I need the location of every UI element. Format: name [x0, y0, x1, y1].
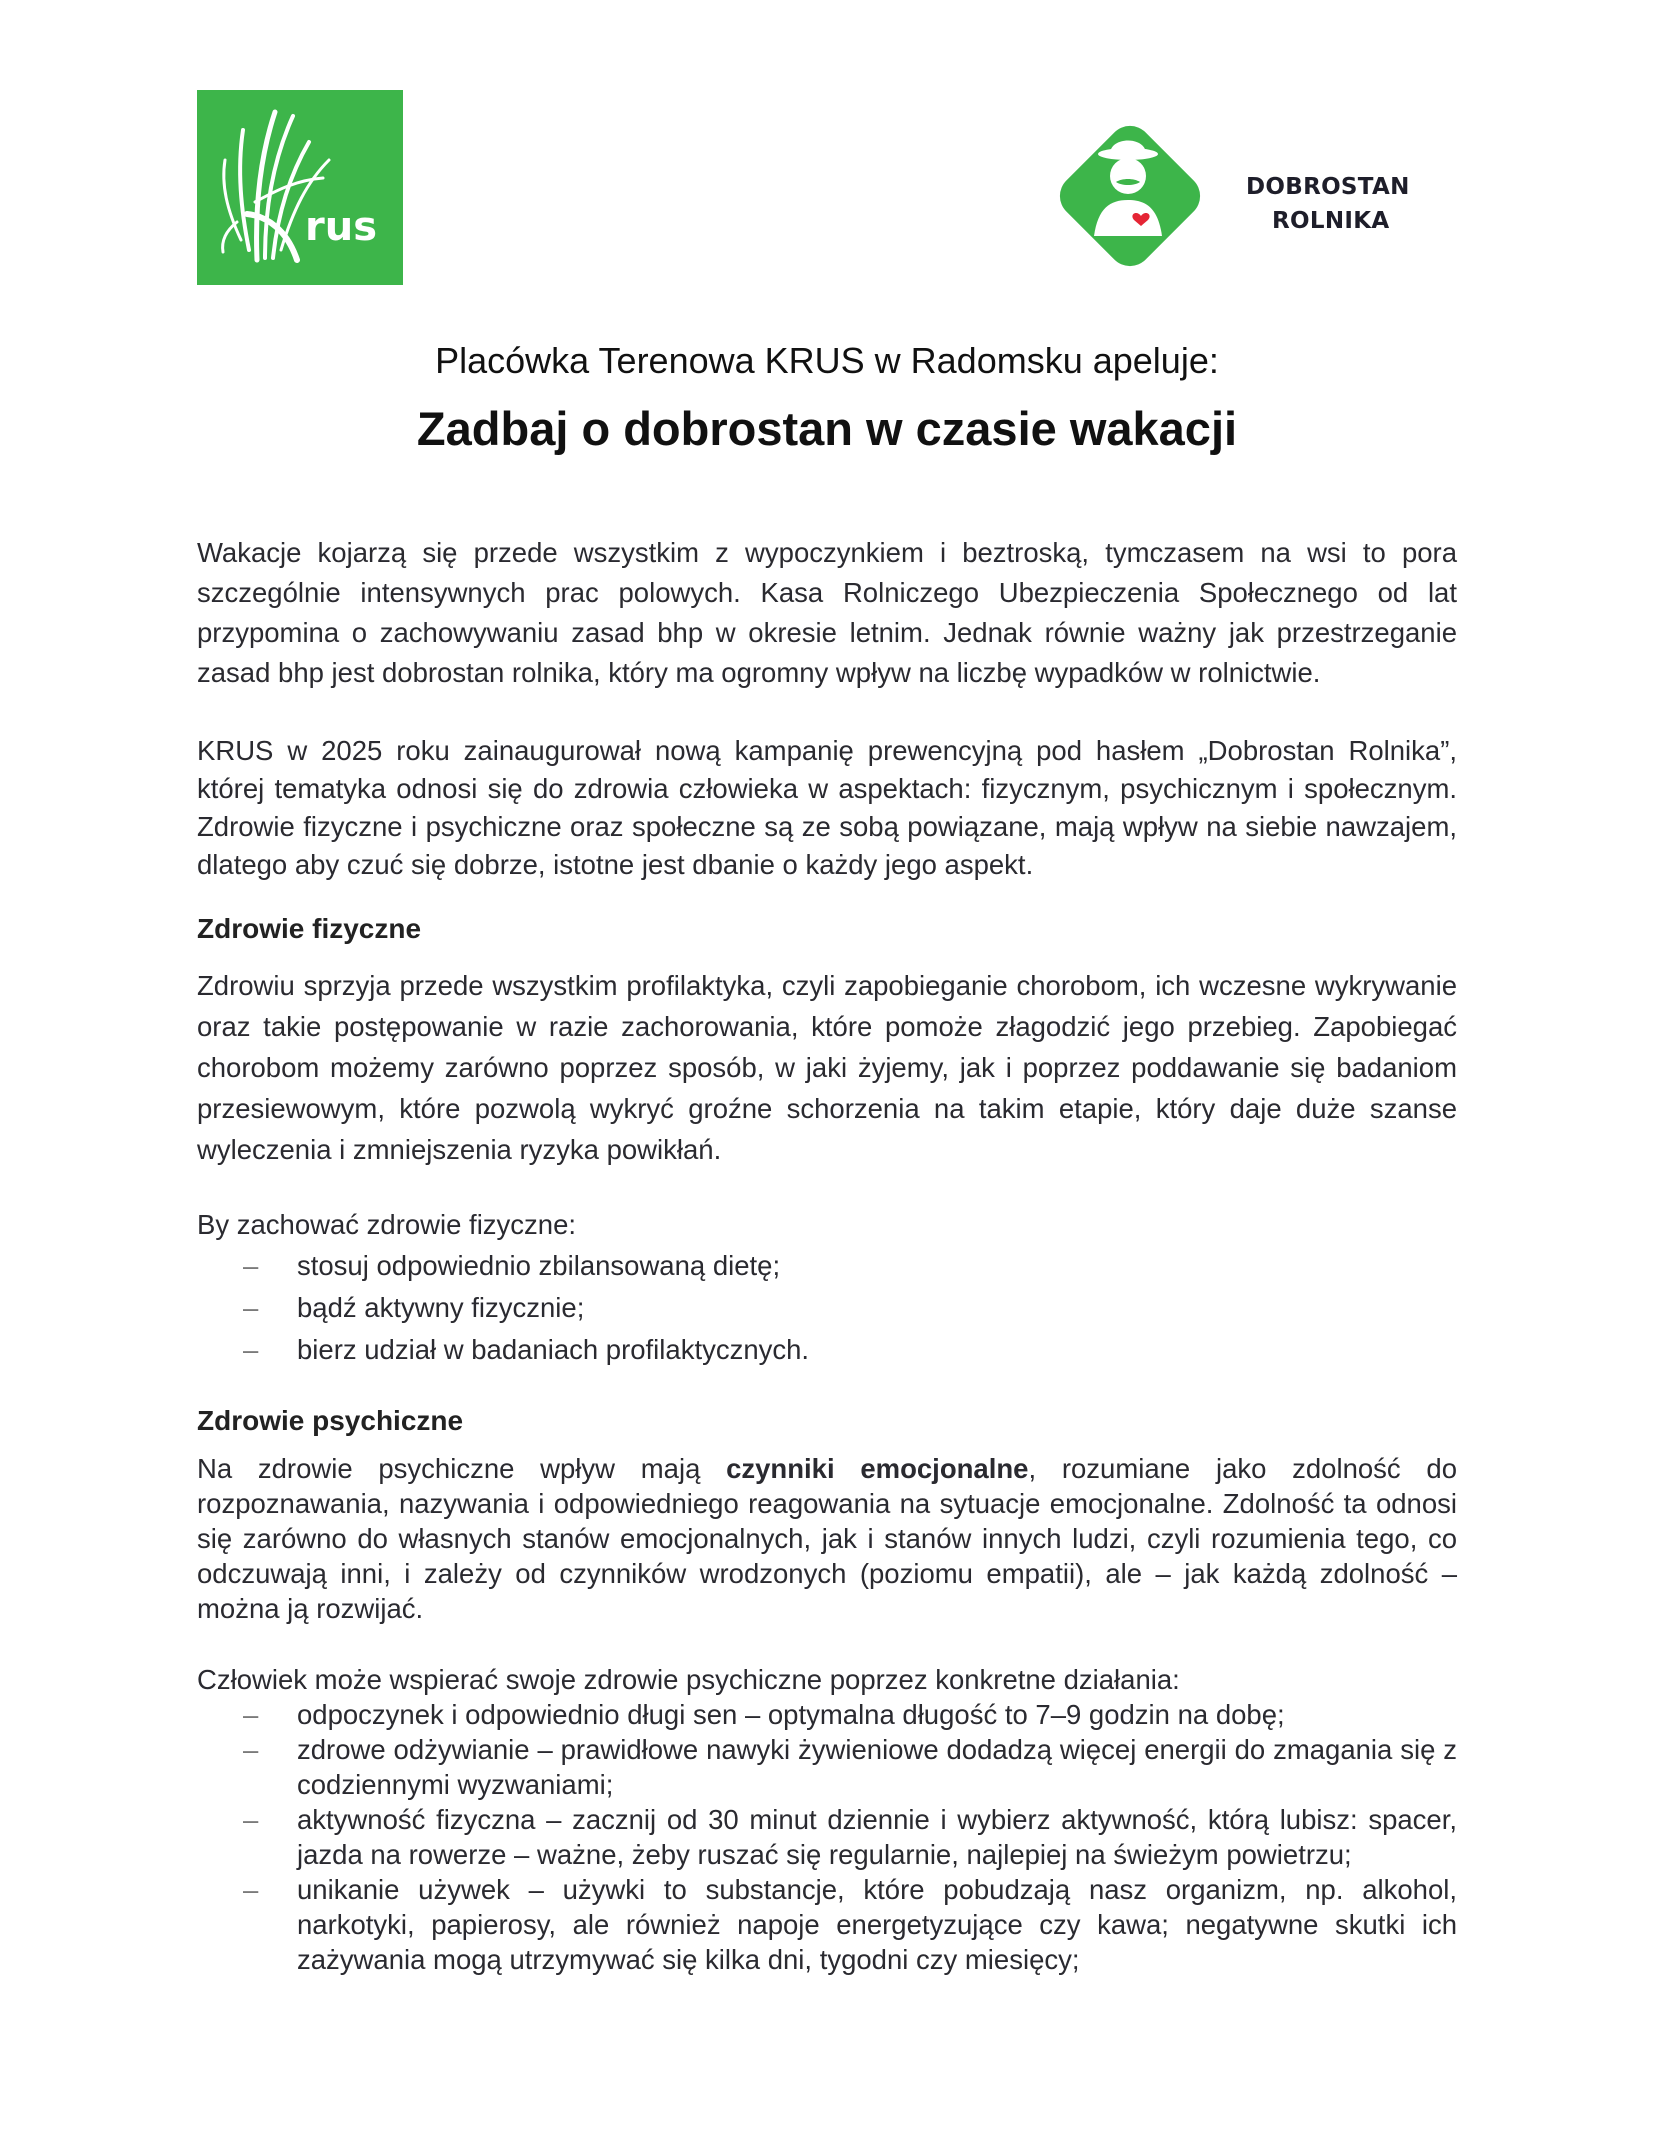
mental-list [197, 1697, 1457, 1977]
list-item: – unikanie używek – używki to substancje, które pobudzają nasz organizm, np. alkohol, narkotyki, papierosy, ale również napoje energetyzujące czy kawa; negatywne skutki ich zażywania mogą utrzymywać się kilka dni, tygodni czy miesięcy; [297, 1872, 1457, 1977]
dobrostan-logo-text [1246, 170, 1410, 238]
list-item: – bierz udział w badaniach profilaktycznych. [297, 1329, 1457, 1371]
section-heading-mental: Zdrowie psychiczne [197, 1405, 464, 1436]
page-kicker: Placówka Terenowa KRUS w Radomsku apeluje: [435, 340, 1219, 381]
mental-paragraph-start: Na zdrowie psychiczne wpływ mają [197, 1453, 727, 1484]
page-title: Zadbaj o dobrostan w czasie wakacji [416, 402, 1238, 455]
krus-emblem-icon [197, 90, 403, 285]
svg-text:rus: rus [305, 204, 378, 250]
mental-list-intro: Człowiek może wspierać swoje zdrowie psychiczne poprzez konkretne działania: [197, 1664, 1180, 1695]
intro-paragraph-1: Wakacje kojarzą się przede wszystkim z wypoczynkiem i beztroską, tymczasem na wsi to pora szczególnie intensywnych prac polowych. Kasa Rolniczego Ubezpieczenia Społecznego od lat przypomina o zachowywaniu zasad bhp w okresie letnim. Jednak równie ważny jak przestrzeganie zasad bhp jest dobrostan rolnika, który ma ogromny wpływ na liczbę wypadków w rolnictwie. [197, 537, 1457, 688]
physical-list [197, 1245, 1457, 1371]
list-item: – aktywność fizyczna – zacznij od 30 minut dziennie i wybierz aktywność, którą lubisz: spacer, jazda na rowerze – ważne, żeby ruszać się regularnie, najlepiej na świeżym powietrzu; [297, 1802, 1457, 1872]
physical-paragraph: Zdrowiu sprzyja przede wszystkim profilaktyka, czyli zapobieganie chorobom, ich wczesne wykrywanie oraz takie postępowanie w razie zachorowania, które pomoże złagodzić jego przebieg. Zapobiegać chorobom możemy zarówno poprzez sposób, w jaki żyjemy, jak i poprzez poddawanie się badaniom przesiewowym, które pozwolą wykryć groźne schorzenia na takim etapie, który daje duże szanse wyleczenia i zmniejszenia ryzyka powikłań. [197, 970, 1457, 1165]
list-item: – bądź aktywny fizycznie; [297, 1287, 1457, 1329]
list-item: – odpoczynek i odpowiednio długi sen – optymalna długość to 7–9 godzin na dobę; [297, 1697, 1457, 1732]
mental-paragraph [197, 1451, 1457, 1626]
mental-paragraph-end: , rozumiane jako zdolność do rozpoznawania, nazywania i odpowiedniego reagowania na sytuacje emocjonalne. Zdolność ta odnosi się zarówno do własnych stanów emocjonalnych, jak i stanów innych ludzi, czyli rozumienia tego, co odczuwają inni, i zależy od czynników wrodzonych (poziomu empatii), ale – jak każdą zdolność – można ją rozwijać. [197, 1453, 1457, 1624]
section-heading-physical: Zdrowie fizyczne [197, 913, 422, 944]
physical-list-intro: By zachować zdrowie fizyczne: [197, 1209, 577, 1240]
dobrostan-farmer-icon [1040, 108, 1220, 282]
list-item: – stosuj odpowiednio zbilansowaną dietę; [297, 1245, 1457, 1287]
dobrostan-logo-line1: DOBROSTAN [1246, 174, 1410, 200]
krus-logo [197, 90, 403, 285]
mental-paragraph-bold: czynniki emocjonalne [726, 1453, 1029, 1484]
dobrostan-logo-line2: ROLNIKA [1272, 208, 1390, 234]
intro-paragraph-2: KRUS w 2025 roku zainaugurował nową kampanię prewencyjną pod hasłem „Dobrostan Rolnika”, której tematyka odnosi się do zdrowia człowieka w aspektach: fizycznym, psychicznym i społecznym. Zdrowie fizyczne i psychiczne oraz społeczne są ze sobą powiązane, mają wpływ na siebie nawzajem, dlatego aby czuć się dobrze, istotne jest dbanie o każdy jego aspekt. [197, 735, 1457, 880]
document-body [197, 533, 1457, 1977]
list-item: – zdrowe odżywianie – prawidłowe nawyki żywieniowe dodadzą więcej energii do zmagania się z codziennymi wyzwaniami; [297, 1732, 1457, 1802]
